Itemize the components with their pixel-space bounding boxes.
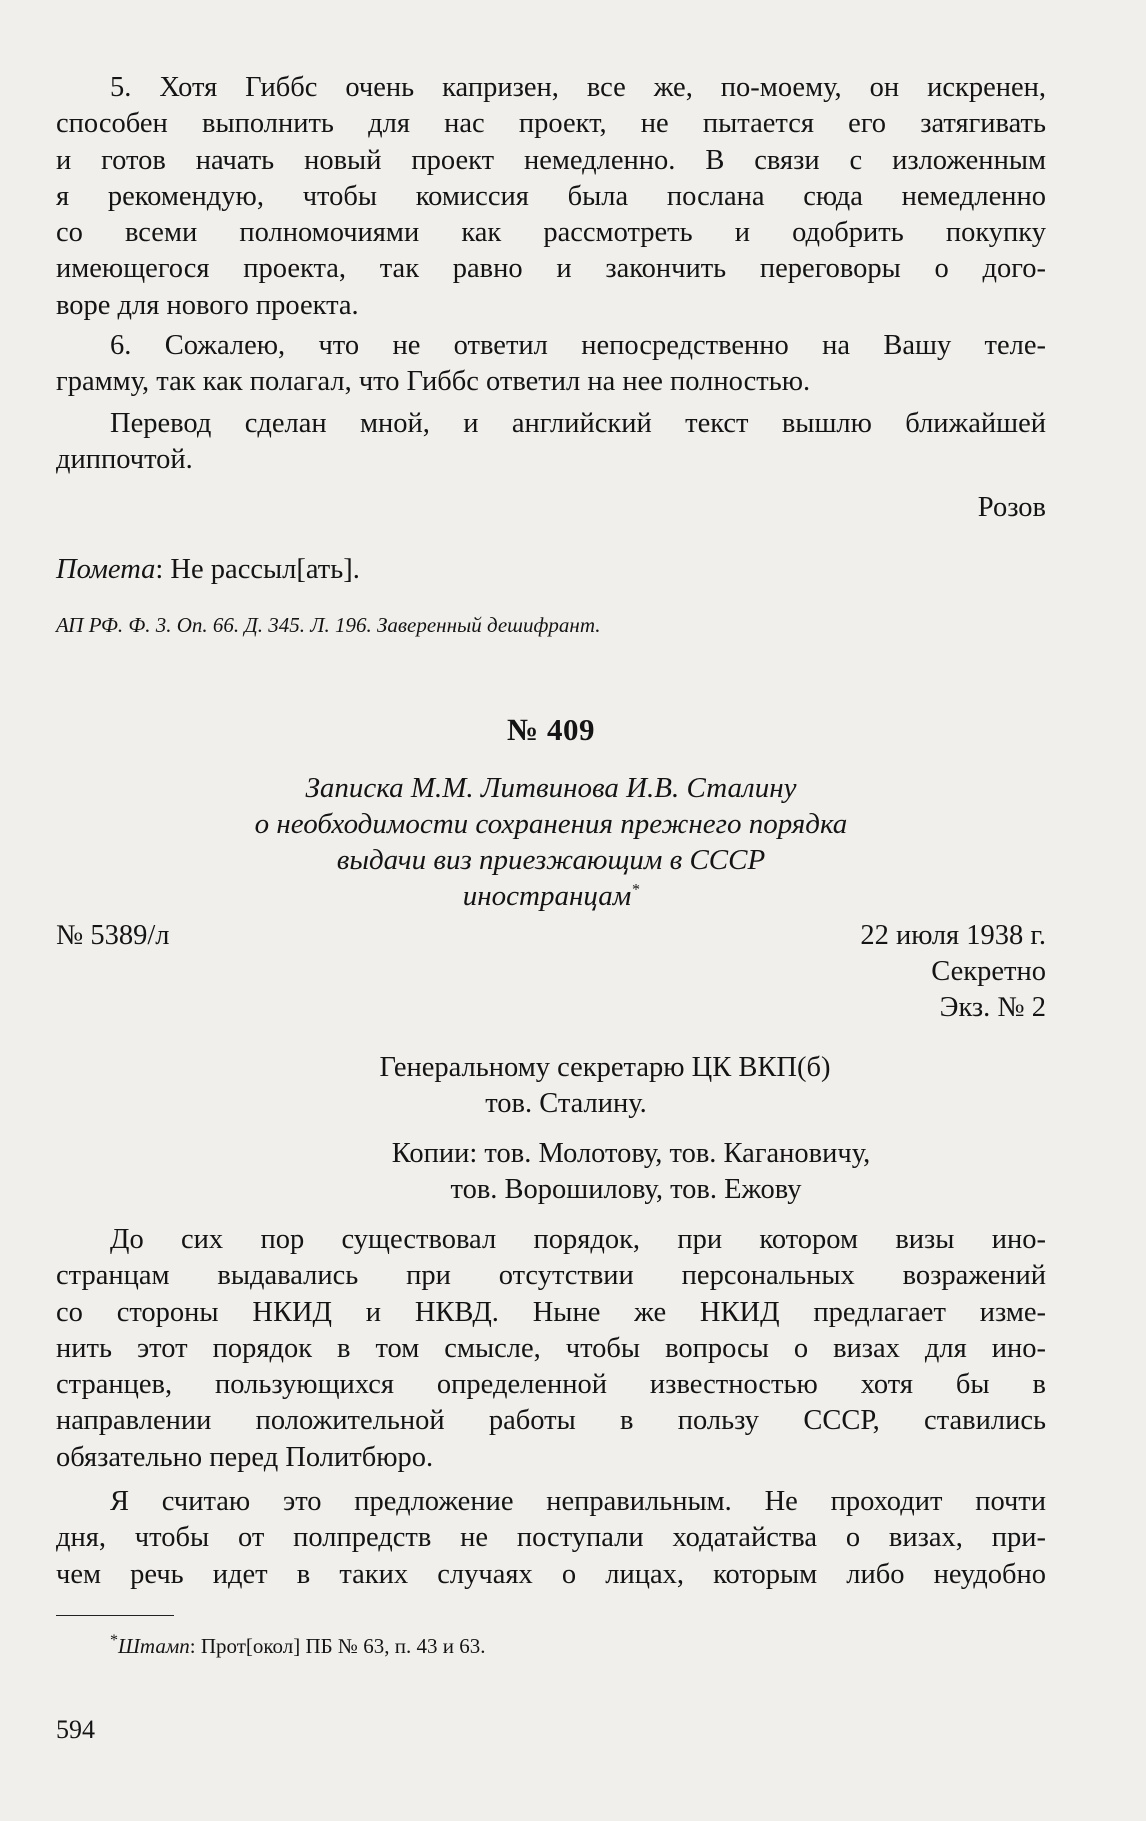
text-line: Я считаю это предложение неправильным. Не проходит почти xyxy=(110,1486,1046,1517)
text-line: и готов начать новый проект немедленно. В связи с изложенным xyxy=(56,144,1046,176)
prev-doc-paragraph-7 xyxy=(56,406,1046,479)
addressee xyxy=(56,1050,1046,1123)
addressee-line: тов. Сталину. xyxy=(485,1088,647,1120)
text-line: 5. Хотя Гиббс очень капризен, все же, по-моему, он искренен, xyxy=(110,72,1046,103)
text-line: способен выполнить для нас проект, не пытается его затягивать xyxy=(56,108,1046,140)
text-line: имеющегося проекта, так равно и закончить переговоры о дого- xyxy=(56,253,1046,285)
document-number: № 409 xyxy=(507,712,595,747)
text-line: 6. Сожалею, что не ответил непосредственно на Вашу теле- xyxy=(110,330,1046,361)
text-line: со стороны НКИД и НКВД. Ныне же НКИД предлагает изме- xyxy=(56,1296,1046,1328)
note-text: : Не рассыл[ать]. xyxy=(155,554,360,585)
note-label: Помета xyxy=(56,554,156,585)
text-line: диппочтой. xyxy=(56,444,193,476)
text-line: странцам выдавались при отсутствии персональных возражений xyxy=(56,1260,1046,1292)
text-line: чем речь идет в таких случаях о лицах, которым либо неудобно xyxy=(56,1558,1046,1590)
note xyxy=(56,552,1046,588)
title-line: о необходимости сохранения прежнего порядка xyxy=(254,808,848,840)
copies-recipients xyxy=(56,1136,1046,1209)
document-paragraph-1 xyxy=(56,1222,1046,1476)
prev-doc-paragraph-5 xyxy=(56,70,1046,324)
text-line: нить этот порядок в том смысле, чтобы вопросы о визах для ино- xyxy=(56,1332,1046,1364)
copy-number: Экз. № 2 xyxy=(939,992,1046,1024)
text-line: До сих пор существовал порядок, при котором визы ино- xyxy=(110,1224,1046,1255)
page-number: 594 xyxy=(56,1715,95,1744)
footnote-marker: * xyxy=(631,881,640,899)
text-line: обязательно перед Политбюро. xyxy=(56,1441,434,1473)
text-line: воре для нового проекта. xyxy=(56,289,359,321)
document-paragraph-2 xyxy=(56,1484,1046,1593)
title-line: выдачи виз приезжающим в СССР xyxy=(336,844,766,876)
text-line: дня, чтобы от полпредств не поступали ходатайства о визах, при- xyxy=(56,1522,1046,1554)
text-line: Перевод сделан мной, и английский текст вышлю ближайшей xyxy=(110,408,1046,439)
addressee-line: Генеральному секретарю ЦК ВКП(б) xyxy=(379,1052,831,1083)
title-line: иностранцам xyxy=(462,880,632,912)
footnote-divider xyxy=(56,1615,174,1616)
document-title xyxy=(56,770,1046,914)
text-line: со всеми полномочиями как рассмотреть и одобрить покупку xyxy=(56,217,1046,249)
prev-doc-paragraph-6 xyxy=(56,328,1046,401)
text-line: грамму, так как полагал, что Гиббс ответил на нее полностью. xyxy=(56,366,811,398)
text-line: я рекомендую, чтобы комиссия была послана сюда немедленно xyxy=(56,180,1046,212)
text-line: странцев, пользующихся определенной известностью хотя бы в xyxy=(56,1369,1046,1401)
footnote xyxy=(110,1633,1010,1659)
registration-number: № 5389/л xyxy=(56,920,170,951)
signature: Розов xyxy=(977,492,1046,523)
document-date: 22 июля 1938 г. xyxy=(860,920,1046,951)
secrecy-block xyxy=(56,954,1046,1027)
archive-reference: АП РФ. Ф. 3. Оп. 66. Д. 345. Л. 196. Заверенный дешифрант. xyxy=(56,613,601,637)
title-line: Записка М.М. Литвинова И.В. Сталину xyxy=(305,772,797,804)
secrecy-label: Секретно xyxy=(931,956,1046,987)
registration-row xyxy=(56,918,1046,954)
footnote-text: : Прот[окол] ПБ № 63, п. 43 и 63. xyxy=(189,1634,486,1658)
footnote-label: Штамп xyxy=(118,1634,190,1658)
copies-line: тов. Ворошилову, тов. Ежову xyxy=(450,1174,802,1206)
footnote-mark: * xyxy=(110,1632,118,1649)
text-line: направлении положительной работы в пользу СССР, ставились xyxy=(56,1405,1046,1437)
copies-line: Копии: тов. Молотову, тов. Кагановичу, xyxy=(391,1138,871,1169)
